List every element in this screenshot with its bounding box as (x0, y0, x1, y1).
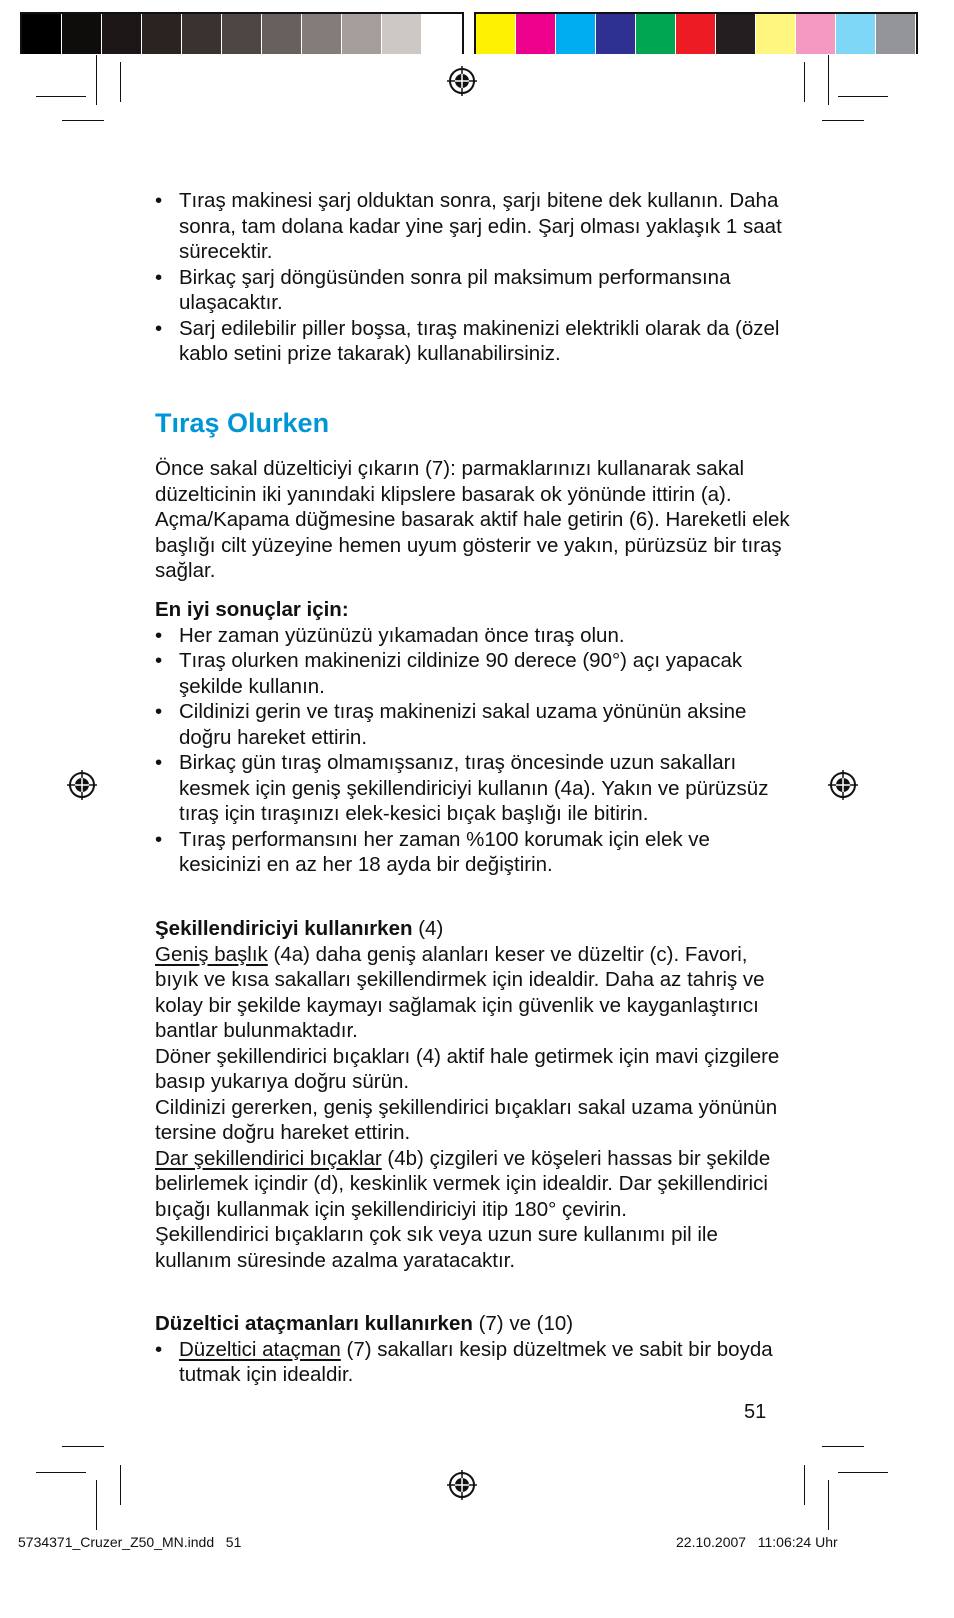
crop-mark (828, 1480, 829, 1530)
gray-swatch (22, 14, 62, 54)
paragraph: Döner şekillendirici bıçakları (4) aktif hale getirmek için mavi çizgilere basıp yukarıya doğru sürün. (155, 1044, 780, 1093)
color-swatch (596, 14, 636, 54)
underlined-term: Dar şekillendirici bıçaklar (155, 1146, 382, 1170)
list-item: • Her zaman yüzünüzü yıkamadan önce tıraş olun. (155, 623, 795, 649)
crop-mark (804, 1465, 805, 1505)
color-swatch (876, 14, 916, 54)
color-swatch (716, 14, 756, 54)
subheading-bold: Şekillendiriciyi kullanırken (155, 917, 413, 940)
list-item: • Tıraş olurken makinenizi cildinize 90 derece (90°) açı yapacak şekilde kullanın. (155, 648, 795, 699)
gray-swatch (222, 14, 262, 54)
color-swatch (676, 14, 716, 54)
color-swatch (476, 14, 516, 54)
registration-mark-icon (447, 66, 477, 96)
list-item-text: (7) sakalları kesip düzeltmek ve sabit bir boyda tutmak için idealdir. (179, 1337, 773, 1386)
crop-mark (120, 62, 121, 102)
gray-swatch (382, 14, 422, 54)
gray-swatch (342, 14, 382, 54)
gray-swatch (182, 14, 222, 54)
list-item: • Cildinizi gerin ve tıraş makinenizi sakal uzama yönünün aksine doğru hareket ettirin. (155, 699, 795, 750)
crop-mark (804, 62, 805, 102)
subheading-ref: (4) (412, 917, 444, 940)
paragraph (155, 942, 795, 1044)
color-swatch (836, 14, 876, 54)
crop-mark (822, 120, 864, 121)
registration-mark-icon (447, 1470, 477, 1500)
list-item: • Sarj edilebilir piller boşsa, tıraş makinenizi elektrikli olarak da (özel kablo setini prize takarak) kullanabilirsiniz. (155, 316, 795, 367)
registration-mark-icon (67, 770, 97, 800)
crop-mark (96, 1480, 97, 1530)
paragraph-text: (4b) çizgileri ve köşeleri hassas bir şekilde belirlemek içindir (d), keskinlik vermek için idealdir. Dar şekillendirici bıçağı kullanmak için şekillendiriciyi itip 180° çevirin. (155, 1146, 771, 1221)
footer-timestamp: 22.10.2007 11:06:24 Uhr (676, 1534, 838, 1550)
crop-mark (62, 120, 104, 121)
underlined-term: Düzeltici ataçman (179, 1337, 341, 1361)
intro-bullet-list (155, 188, 795, 367)
gray-swatch (262, 14, 302, 54)
crop-mark (822, 1446, 864, 1447)
list-item (155, 1337, 795, 1388)
crop-mark (96, 55, 97, 105)
underlined-term: Geniş başlık (155, 942, 268, 966)
subheading: En iyi sonuçlar için: (155, 598, 349, 621)
best-results-section (155, 597, 795, 878)
list-item: • Tıraş makinesi şarj olduktan sonra, şarjı bitene dek kullanın. Daha sonra, tam dolana kadar yine şarj edin. Şarj olması yaklaşık 1 saat sürecektir. (155, 188, 795, 265)
paragraph-text: (4a) daha geniş alanları keser ve düzeltir (c). Favori, bıyık ve kısa sakalları şekillendirmek için idealdir. Daha az tahriş ve kolay bir şekilde kaymayı sağlamak için güvenlik ve kayganlaştırıcı bantlar bulunmaktadır. (155, 942, 765, 1042)
section-heading: Tıraş Olurken (155, 408, 330, 438)
grayscale-calibration-bar (20, 12, 464, 54)
gray-swatch (62, 14, 102, 54)
subheading-ref: (7) ve (10) (472, 1312, 574, 1335)
subheading (155, 1311, 795, 1337)
color-swatch (756, 14, 796, 54)
styler-section (155, 916, 795, 1273)
color-swatch (796, 14, 836, 54)
color-swatch (556, 14, 596, 54)
subheading-bold: Düzeltici ataçmanları kullanırken (155, 1312, 473, 1335)
paragraph (155, 1146, 795, 1223)
gray-swatch (102, 14, 142, 54)
list-item: • Birkaç gün tıraş olmamışsanız, tıraş öncesinde uzun sakalları kesmek için geniş şekillendiriciyi kullanın (4a). Yakın ve pürüzsüz tıraş için tıraşınızı elek-kesici bıçak başlığı ile bitirin. (155, 750, 795, 827)
registration-mark-icon (828, 770, 858, 800)
list-item: • Tıraş performansını her zaman %100 korumak için elek ve kesicinizi en az her 18 ayda bir değiştirin. (155, 827, 795, 878)
subheading (155, 916, 795, 942)
list-item: • Birkaç şarj döngüsünden sonra pil maksimum performansına ulaşacaktır. (155, 265, 795, 316)
crop-mark (838, 1472, 888, 1473)
crop-mark (828, 55, 829, 105)
gray-swatch (142, 14, 182, 54)
color-calibration-bar (474, 12, 918, 54)
trimmer-section (155, 1311, 795, 1388)
crop-mark (36, 96, 86, 97)
color-swatch (516, 14, 556, 54)
paragraph: Şekillendirici bıçakların çok sık veya uzun sure kullanımı pil ile kullanım süresinde azalma yaratacaktır. (155, 1223, 718, 1272)
color-swatch (636, 14, 676, 54)
page-number: 51 (744, 1401, 767, 1423)
footer-file-info: 5734371_Cruzer_Z50_MN.indd 51 (18, 1534, 242, 1550)
gray-swatch (302, 14, 342, 54)
intro-paragraph: Önce sakal düzelticiyi çıkarın (7): parmaklarınızı kullanarak sakal düzelticinin iki yanındaki klipslere basarak ok yönünde ittirin (a). Açma/Kapama düğmesine basarak aktif hale getirin (6). Hareketli elek başlığı cilt yüzeyine hemen uyum gösterir ve yakın, pürüzsüz bir tıraş sağlar. (155, 457, 790, 582)
paragraph: Cildinizi gererken, geniş şekillendirici bıçakları sakal uzama yönünün tersine doğru hareket ettirin. (155, 1095, 778, 1144)
crop-mark (36, 1472, 86, 1473)
crop-mark (120, 1465, 121, 1505)
crop-mark (62, 1446, 104, 1447)
crop-mark (838, 96, 888, 97)
gray-swatch (422, 14, 462, 54)
